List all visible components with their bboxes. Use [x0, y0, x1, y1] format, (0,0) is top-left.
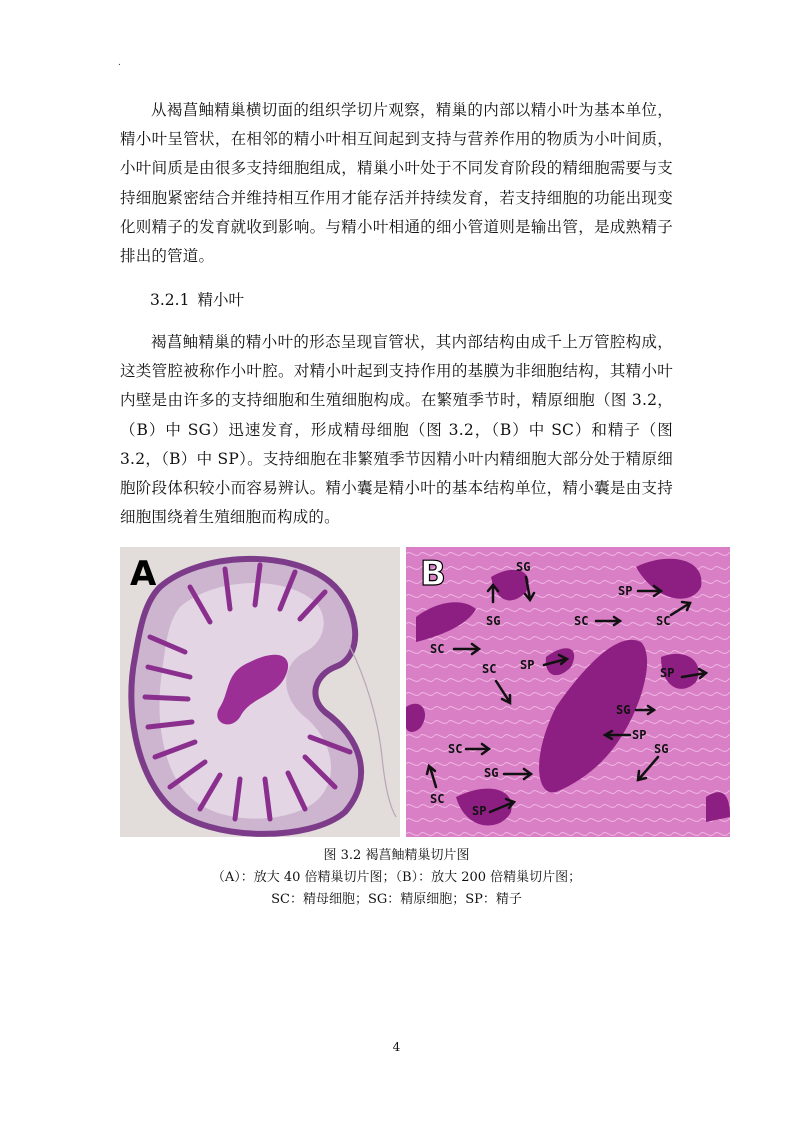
figure-caption-line-2: SC：精母细胞；SG：精原细胞；SP：精子 [271, 892, 522, 907]
cell-detail-illustration [406, 547, 730, 837]
figure-panel-a [120, 547, 400, 837]
annotation-sp: SP [618, 584, 633, 598]
section-heading [150, 286, 244, 315]
page-number: 4 [392, 1040, 401, 1054]
figure-panel-b [406, 547, 730, 837]
annotation-sc: SC [482, 662, 497, 676]
panel-b-label: B [420, 554, 446, 594]
figure-caption-title: 图 3.2 褐菖鲉精巢切片图 [323, 848, 470, 863]
panel-a-label: A [130, 554, 157, 594]
page-mark: . [118, 58, 121, 68]
annotation-sc: SC [656, 614, 671, 628]
annotation-sp: SP [520, 658, 535, 672]
annotation-sc: SC [574, 614, 589, 628]
annotation-sg: SG [516, 560, 531, 574]
body-paragraph-2: 褐菖鲉精巢的精小叶的形态呈现盲管状，其内部结构由成千上万管腔构成，这类管腔被称作小叶腔。对精小叶起到支持作用的基膜为非细胞结构，其精小叶内壁是由许多的支持细胞和生殖细胞构成。在繁殖季节时，精原细胞（图 3.2，（B）中 SG）迅速发育，形成精母细胞（图 3.2，（B）中 SC）和精子（图 3.2，（B）中 SP）。支持细胞在非繁殖季节因精小叶内精细胞大部分处于精原细胞阶段体积较小而容易辨认。精小囊是精小叶的基本结构单位，精小囊是由支持细胞围绕着生殖细胞而构成的。 [120, 333, 673, 527]
annotation-sg: SG [616, 703, 631, 717]
annotation-sg: SG [484, 766, 499, 780]
section-number: 3.2.1 [150, 291, 190, 309]
annotation-sg: SG [486, 614, 501, 628]
figure-caption-line-1: （A）：放大 40 倍精巢切片图；（B）：放大 200 倍精巢切片图； [211, 870, 582, 885]
testis-section-illustration [120, 547, 400, 837]
annotation-sc: SC [430, 642, 445, 656]
annotation-sp: SP [632, 728, 647, 742]
annotation-sg: SG [654, 742, 669, 756]
body-paragraph-1: 从褐菖鲉精巢横切面的组织学切片观察，精巢的内部以精小叶为基本单位，精小叶呈管状，在相邻的精小叶相互间起到支持与营养作用的物质为小叶间质，小叶间质是由很多支持细胞组成，精巢小叶处于不同发育阶段的精细胞需要与支持细胞紧密结合并维持相互作用才能存活并持续发育，若支持细胞的功能出现变化则精子的发育就收到影响。与精小叶相通的细小管道则是输出管，是成熟精子排出的管道。 [120, 101, 673, 266]
annotation-sc: SC [448, 742, 463, 756]
section-title: 精小叶 [197, 291, 244, 309]
annotation-sp: SP [472, 804, 487, 818]
annotation-sp: SP [660, 666, 675, 680]
annotation-sc: SC [430, 792, 445, 806]
